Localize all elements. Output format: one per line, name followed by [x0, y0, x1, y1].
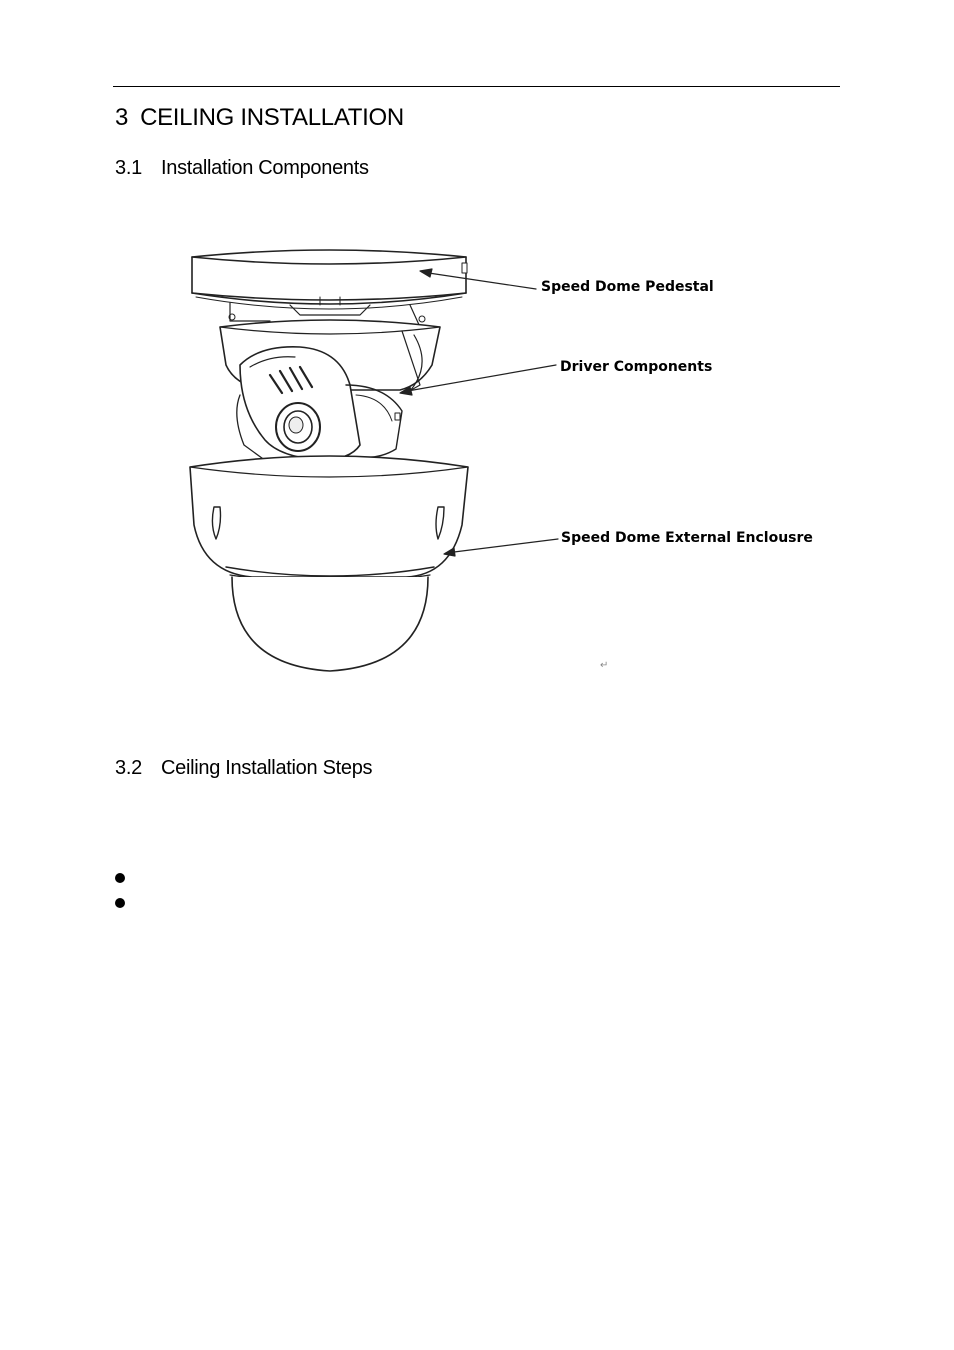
speed-dome-camera-illustration-icon	[170, 235, 830, 685]
section-heading-3-1	[115, 157, 369, 180]
section-heading-3-2	[115, 757, 372, 780]
section-title: Ceiling Installation Steps	[161, 757, 373, 779]
paragraph-mark-icon: ↵	[600, 660, 609, 671]
pedestal-part	[192, 250, 467, 327]
chapter-title: CEILING INSTALLATION	[140, 104, 404, 131]
chapter-heading	[115, 104, 404, 132]
section-number: 3.2	[115, 757, 142, 779]
bullet-point	[115, 873, 125, 883]
bullet-point	[115, 898, 125, 908]
chapter-number: 3	[115, 104, 129, 131]
enclosure-part	[190, 456, 468, 671]
callout-driver-components: Driver Components	[560, 359, 713, 375]
header-rule	[113, 86, 840, 87]
callout-speed-dome-external-enclosure: Speed Dome External Enclousre	[561, 530, 813, 546]
section-title: Installation Components	[161, 157, 369, 179]
section-number: 3.1	[115, 157, 142, 179]
installation-components-figure	[170, 235, 830, 685]
callout-speed-dome-pedestal: Speed Dome Pedestal	[541, 279, 714, 295]
